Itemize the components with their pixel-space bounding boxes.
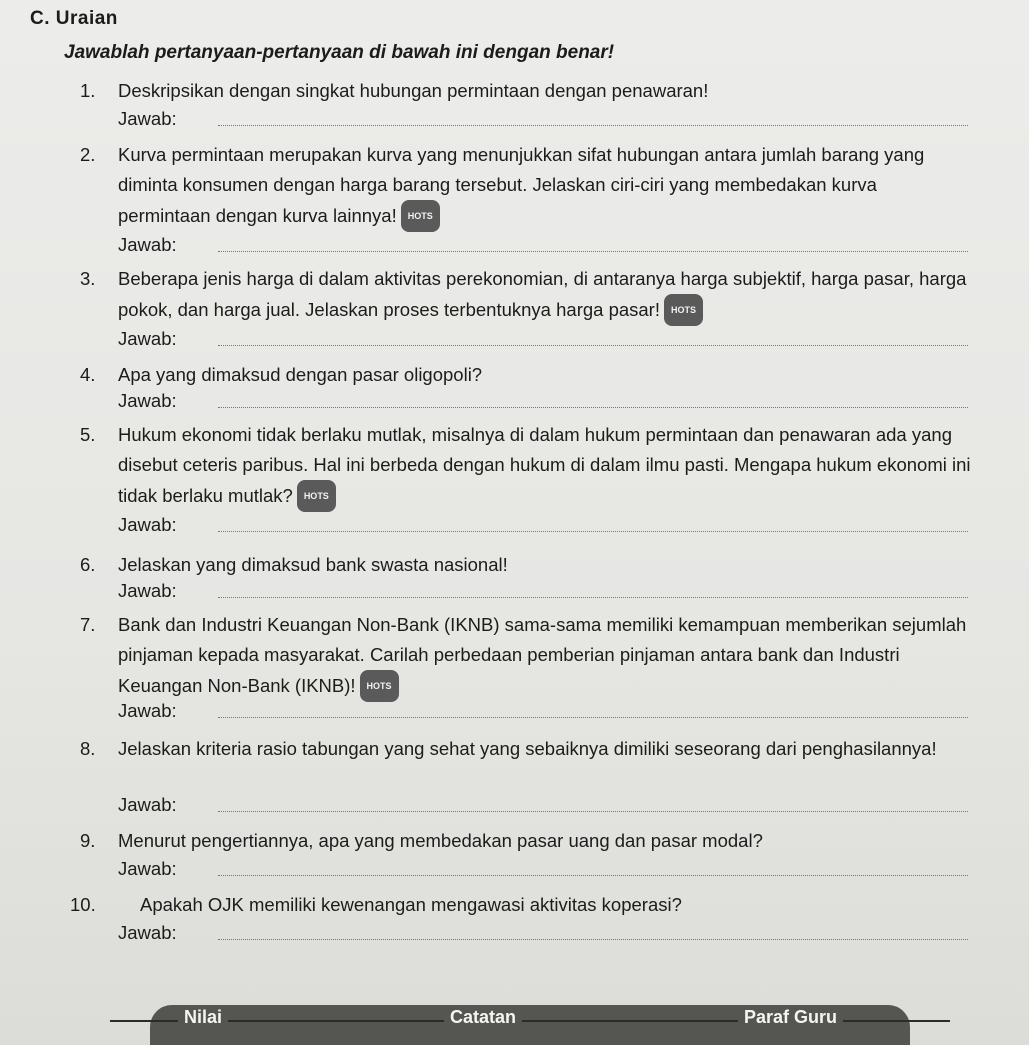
answer-row-3	[118, 324, 968, 352]
question-text-body: Kurva permintaan merupakan kurva yang menunjukkan sifat hubungan antara jumlah barang yang diminta konsumen dengan harga barang tersebut. Jelaskan ciri-ciri yang membedakan kurva permintaan dengan kurva lainnya!	[118, 144, 925, 226]
answer-row-5	[118, 510, 968, 538]
question-text	[84, 610, 974, 702]
answer-line[interactable]	[218, 407, 968, 408]
question-text: Menurut pengertiannya, apa yang membedakan pasar uang dan pasar modal?	[118, 830, 763, 851]
question-5	[80, 420, 974, 512]
answer-label: Jawab:	[118, 514, 177, 535]
answer-label: Jawab:	[118, 794, 177, 815]
hots-badge: HOTS	[401, 200, 440, 232]
nilai-label: Nilai	[178, 1007, 228, 1028]
answer-line[interactable]	[218, 939, 968, 940]
question-number: 2.	[80, 144, 96, 165]
answer-line[interactable]	[218, 345, 968, 346]
question-number: 9.	[80, 830, 96, 851]
question-text-body: Bank dan Industri Keuangan Non-Bank (IKNB) sama-sama memiliki kemampuan memberikan sejumlah pinjaman kepada masyarakat. Carilah perbedaan pemberian pinjaman antara bank dan Industri Keuangan Non-Bank (IKNB)!	[118, 614, 967, 696]
answer-row-6	[118, 576, 968, 604]
answer-line[interactable]	[218, 717, 968, 718]
question-number: 5.	[80, 424, 96, 445]
answer-row-10	[118, 918, 968, 946]
question-text: Jelaskan kriteria rasio tabungan yang sehat yang sebaiknya dimiliki seseorang dari penghasilannya!	[118, 738, 937, 759]
answer-row-7	[118, 696, 968, 724]
paraf-guru-label: Paraf Guru	[738, 1007, 843, 1028]
question-9	[80, 826, 984, 856]
question-number: 4.	[80, 364, 96, 385]
answer-line[interactable]	[218, 811, 968, 812]
question-number: 8.	[80, 738, 96, 759]
answer-label: Jawab:	[118, 858, 177, 879]
section-title: C. Uraian	[30, 8, 118, 29]
question-text	[84, 264, 974, 326]
question-7	[80, 610, 974, 702]
grading-footer	[110, 1005, 950, 1045]
question-text: Jelaskan yang dimaksud bank swasta nasional!	[118, 554, 508, 575]
answer-label: Jawab:	[118, 580, 177, 601]
answer-line[interactable]	[218, 251, 968, 252]
answer-label: Jawab:	[118, 700, 177, 721]
answer-row-2	[118, 230, 968, 258]
answer-row-9	[118, 854, 968, 882]
answer-label: Jawab:	[118, 108, 177, 129]
question-text-body: Beberapa jenis harga di dalam aktivitas perekonomian, di antaranya harga subjektif, harga pasar, harga pokok, dan harga jual. Jelaskan proses terbentuknya harga pasar!	[118, 268, 967, 320]
hots-badge: HOTS	[297, 480, 336, 512]
question-text: Deskripsikan dengan singkat hubungan permintaan dengan penawaran!	[118, 80, 709, 101]
answer-label: Jawab:	[118, 922, 177, 943]
answer-label: Jawab:	[118, 234, 177, 255]
question-number: 3.	[80, 268, 96, 289]
question-2	[80, 140, 974, 232]
answer-row-8	[118, 790, 968, 818]
question-number: 10.	[70, 894, 96, 915]
question-number: 7.	[80, 614, 96, 635]
question-text	[84, 420, 974, 512]
question-text: Apakah OJK memiliki kewenangan mengawasi aktivitas koperasi?	[140, 894, 682, 915]
question-10	[70, 890, 984, 920]
answer-line[interactable]	[218, 875, 968, 876]
question-text: Apa yang dimaksud dengan pasar oligopoli?	[118, 364, 483, 385]
answer-row-4	[118, 386, 968, 414]
question-text-body: Hukum ekonomi tidak berlaku mutlak, misalnya di dalam hukum permintaan dan penawaran ada yang disebut ceteris paribus. Hal ini berbeda dengan hukum di dalam ilmu pasti. Mengapa hukum ekonomi ini tidak berlaku mutlak?	[118, 424, 971, 506]
question-number: 6.	[80, 554, 96, 575]
instruction: Jawablah pertanyaan-pertanyaan di bawah ini dengan benar!	[64, 42, 615, 63]
question-number: 1.	[80, 80, 96, 101]
catatan-label: Catatan	[444, 1007, 522, 1028]
question-3	[80, 264, 974, 326]
question-8	[80, 734, 974, 764]
hots-badge: HOTS	[360, 670, 399, 702]
answer-row-1	[118, 104, 968, 132]
hots-badge: HOTS	[664, 294, 703, 326]
answer-label: Jawab:	[118, 328, 177, 349]
question-text	[84, 140, 974, 232]
question-1	[80, 76, 984, 106]
answer-line[interactable]	[218, 531, 968, 532]
answer-line[interactable]	[218, 597, 968, 598]
answer-label: Jawab:	[118, 390, 177, 411]
answer-line[interactable]	[218, 125, 968, 126]
